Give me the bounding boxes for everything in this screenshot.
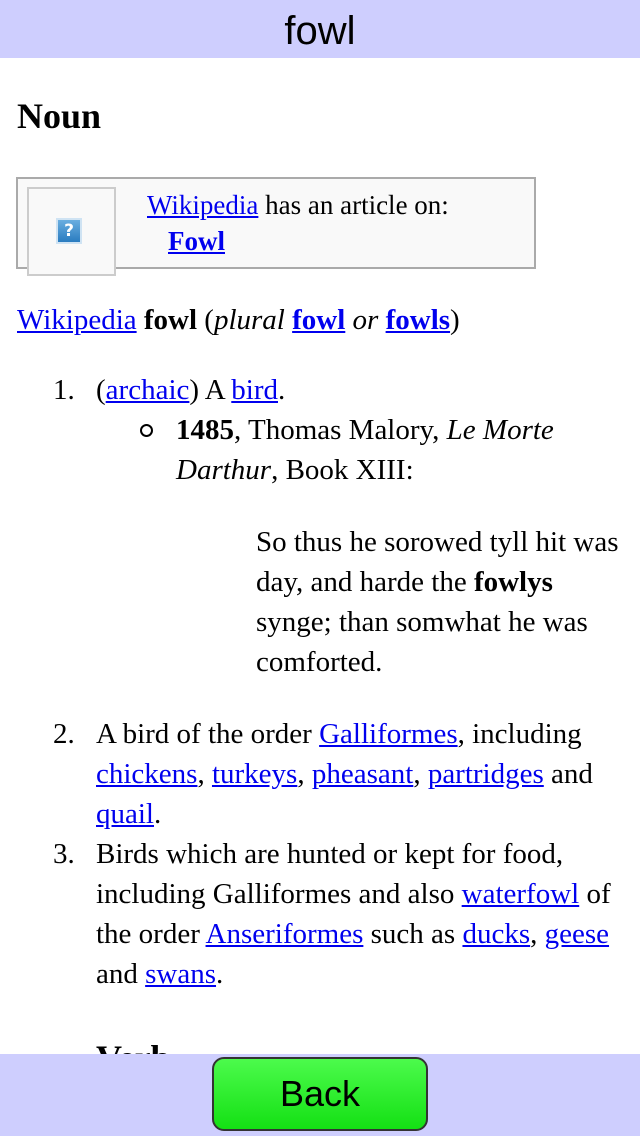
definition-item: 2. A bird of the order Galliformes, including chickens, turkeys, pheasant, partridges and quail. bbox=[0, 714, 640, 834]
waterfowl-link[interactable]: waterfowl bbox=[461, 878, 580, 910]
quote-year: 1485 bbox=[176, 414, 234, 446]
headword: fowl bbox=[143, 304, 198, 336]
open-paren: ( bbox=[197, 304, 214, 336]
definition-text: Birds which are hunted or kept for food, including Galliformes and also bbox=[96, 838, 564, 910]
anseriformes-link[interactable]: Anseriformes bbox=[205, 918, 364, 950]
entry-content[interactable] bbox=[0, 58, 640, 1054]
turkeys-link[interactable]: turkeys bbox=[211, 758, 298, 790]
definition-text: of the order bbox=[96, 878, 611, 950]
wikipedia-box-text bbox=[147, 187, 449, 223]
archaic-link[interactable]: archaic bbox=[105, 374, 190, 406]
definition-text: A bird of the order bbox=[96, 718, 312, 750]
definition-item: 1. (archaic) A bird. bbox=[0, 370, 640, 410]
wikipedia-thumbnail bbox=[27, 187, 116, 276]
definition-text: including bbox=[472, 718, 582, 750]
quote-text-after: synge; than somwhat he was comforted. bbox=[256, 606, 588, 678]
question-icon: ? bbox=[56, 218, 82, 244]
definition-number: 2. bbox=[53, 718, 75, 750]
definition-text: such as bbox=[370, 918, 456, 950]
galliformes-link[interactable]: Galliformes bbox=[319, 718, 458, 750]
swans-link[interactable]: swans bbox=[145, 958, 217, 990]
title-bar bbox=[0, 0, 640, 58]
back-button[interactable]: Back bbox=[212, 1057, 428, 1131]
quail-link[interactable]: quail bbox=[96, 798, 154, 830]
close-paren: ) bbox=[450, 304, 460, 336]
quotation-text bbox=[0, 522, 640, 682]
quote-author: , Thomas Malory, bbox=[234, 414, 447, 446]
noun-heading: Noun bbox=[17, 96, 102, 136]
plural-label: plural bbox=[213, 304, 285, 336]
definition-number: 1. bbox=[53, 374, 75, 406]
or-text: or bbox=[352, 304, 379, 336]
wikipedia-box-label: has an article on: bbox=[258, 190, 449, 220]
wikipedia-link[interactable]: Wikipedia bbox=[147, 190, 259, 220]
plural-link-fowls[interactable]: fowls bbox=[385, 304, 451, 336]
headword-wikipedia-link[interactable]: Wikipedia bbox=[17, 304, 137, 336]
wikipedia-article bbox=[168, 223, 225, 259]
quote-keyword: fowlys bbox=[473, 566, 553, 598]
headword-line bbox=[17, 300, 460, 340]
and-text: and bbox=[551, 758, 593, 790]
wikipedia-box bbox=[16, 177, 536, 269]
definition-text: A bbox=[204, 374, 225, 406]
footer-bar bbox=[0, 1054, 640, 1136]
bullet-icon bbox=[140, 424, 153, 437]
definition-number: 3. bbox=[53, 838, 75, 870]
geese-link[interactable]: geese bbox=[544, 918, 610, 950]
chickens-link[interactable]: chickens bbox=[96, 758, 198, 790]
definition-item: 3. Birds which are hunted or kept for food, including Galliformes and also waterfowl of the order Anseriformes such as ducks, geese and swans. bbox=[0, 834, 640, 994]
plural-link-fowl[interactable]: fowl bbox=[292, 304, 346, 336]
wikipedia-article-link[interactable]: Fowl bbox=[168, 226, 225, 256]
and-text: and bbox=[96, 958, 138, 990]
definition-list bbox=[0, 370, 640, 994]
quote-book: , Book XIII: bbox=[271, 454, 414, 486]
quote-work: Le Morte Darthur bbox=[176, 414, 554, 486]
quotation-citation bbox=[0, 410, 640, 490]
page-title: fowl bbox=[284, 9, 356, 53]
quote-text-before: So thus he sorowed tyll hit was day, and harde the bbox=[256, 526, 619, 598]
pheasant-link[interactable]: pheasant bbox=[311, 758, 414, 790]
bird-link[interactable]: bird bbox=[231, 374, 278, 406]
partridges-link[interactable]: partridges bbox=[427, 758, 544, 790]
ducks-link[interactable]: ducks bbox=[462, 918, 531, 950]
